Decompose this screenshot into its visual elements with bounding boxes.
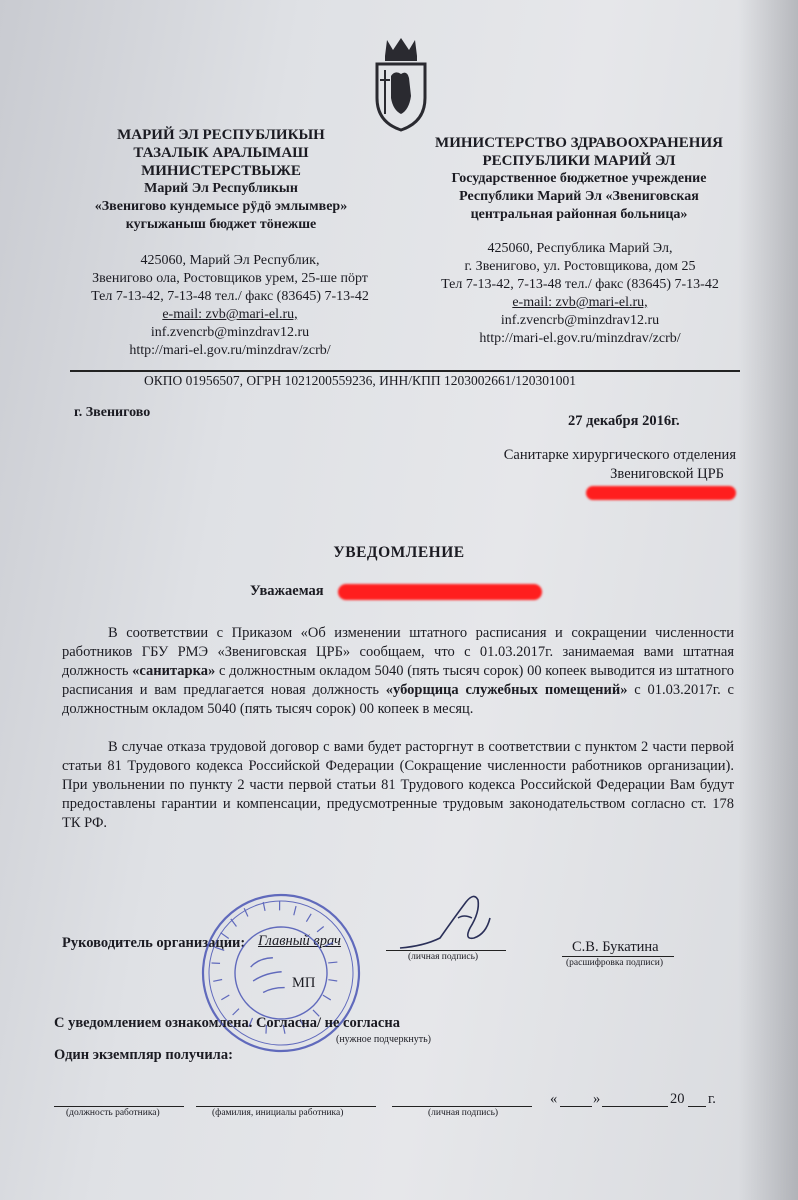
- right-address-line: г. Звенигово, ул. Ростовщикова, дом 25: [464, 259, 696, 274]
- right-org-line: РЕСПУБЛИКИ МАРИЙ ЭЛ: [482, 153, 676, 169]
- paragraph-1-text: с 01.03.2017г. с должностным окладом 5040 (пять тысяч сорок) 00 копеек в месяц.: [62, 682, 734, 717]
- salutation: Уважаемая: [250, 583, 324, 599]
- personal-signature-line: [392, 1106, 532, 1107]
- acknowledge-text: С уведомлением ознакомлена. Согласна/ не согласна: [54, 1015, 400, 1031]
- left-org-line: Марий Эл Республикын: [144, 181, 298, 196]
- right-org-line: МИНИСТЕРСТВО ЗДРАВООХРАНЕНИЯ: [435, 135, 723, 151]
- left-address-line: Звенигово ола, Ростовщиков урем, 25-ше пӧрт: [92, 271, 368, 286]
- document-title: УВЕДОМЛЕНИЕ: [333, 544, 465, 561]
- right-org-line: центральная районная больница»: [470, 207, 688, 222]
- position-line: [54, 1106, 184, 1107]
- date-day-line: [560, 1106, 592, 1107]
- old-position: «санитарка»: [132, 663, 216, 679]
- left-address-line: e-mail: zvb@mari-el.ru,: [162, 307, 298, 322]
- left-address-line: 425060, Марий Эл Республик,: [140, 253, 320, 268]
- right-address-block: [410, 240, 750, 348]
- left-address-line: http://mari-el.gov.ru/minzdrav/zcrb/: [129, 343, 331, 358]
- signer-name-caption: (расшифровка подписи): [566, 958, 663, 968]
- left-org-block: [66, 126, 376, 234]
- right-address-line: inf.zvencrb@minzdrav12.ru: [500, 313, 660, 328]
- fullname-line: [196, 1106, 376, 1107]
- redaction-mark: [338, 584, 542, 600]
- right-org-line: Государственное бюджетное учреждение: [451, 171, 707, 186]
- personal-signature-caption: (личная подпись): [428, 1108, 499, 1118]
- right-address-line: Тел 7-13-42, 7-13-48 тел./ факс (83645) 7-13-42: [441, 277, 719, 292]
- paragraph-1-text: В соответствии с Приказом «Об изменении штатного расписания и сокращении численности работников ГБУ РМЭ «Звениговская ЦРБ» сообщаем, что с 01.03.2017г. занимаемая вами штатная должность: [62, 625, 734, 679]
- right-address-line: http://mari-el.gov.ru/minzdrav/zcrb/: [479, 331, 681, 346]
- addressee-line: Звениговской ЦРБ: [610, 466, 724, 482]
- left-org-line: «Звенигово кундемысе рӱдӧ эмлымвер»: [94, 199, 348, 214]
- addressee-line: Санитарке хирургического отделения: [503, 447, 736, 463]
- stamp-mp-label: МП: [292, 975, 316, 991]
- right-org-line: Республики Марий Эл «Звениговская: [459, 189, 699, 204]
- redaction-mark: [586, 486, 736, 500]
- handwritten-signature-icon: [394, 888, 504, 958]
- right-address-line: e-mail: zvb@mari-el.ru,: [512, 295, 648, 310]
- date-month-line: [602, 1106, 668, 1107]
- left-address-line: Тел 7-13-42, 7-13-48 тел./ факс (83645) 7-13-42: [91, 289, 369, 304]
- paragraph-2: В случае отказа трудовой договор с вами будет расторгнут в соответствии с пунктом 2 части первой статьи 81 Трудового кодекса Российской Федерации (Сокращение численности работников организации). При увольнении по пункту 2 части первой статьи 81 Трудового кодекса Российской Федерации Вам будут предоставлены гарантии и компенсации, предусмотренные трудовым законодательством согласно ст. 178 ТК РФ.: [62, 739, 734, 831]
- left-org-line: МИНИСТЕРСТВЫЖЕ: [141, 163, 301, 179]
- left-address-block: [60, 252, 400, 360]
- right-address-line: 425060, Республика Марий Эл,: [487, 241, 673, 256]
- signature-position: Главный врач: [258, 933, 341, 949]
- left-address-line: inf.zvencrb@minzdrav12.ru: [150, 325, 310, 340]
- signer-name: С.В. Букатина: [572, 939, 659, 955]
- city: г. Звенигово: [74, 405, 151, 420]
- fullname-caption: (фамилия, инициалы работника): [212, 1108, 344, 1118]
- signature-caption: (личная подпись): [408, 952, 479, 962]
- left-org-line: кугыжаныш бюджет тӧнежше: [125, 217, 317, 232]
- org-codes: ОКПО 01956507, ОГРН 1021200559236, ИНН/КПП 1203002661/120301001: [144, 373, 576, 388]
- left-org-line: ТАЗАЛЫК АРАЛЫМАШ: [133, 145, 309, 161]
- signer-name-line: [562, 956, 674, 957]
- received-text: Один экземпляр получила:: [54, 1047, 233, 1063]
- date-year-line: [688, 1106, 706, 1107]
- signature-role: Руководитель организации:: [62, 935, 246, 951]
- acknowledge-caption: (нужное подчеркнуть): [336, 1034, 431, 1045]
- document-date: 27 декабря 2016г.: [568, 413, 680, 429]
- addressee-block: [456, 446, 736, 484]
- right-org-block: [414, 134, 744, 224]
- date-year-prefix: 20: [670, 1091, 685, 1107]
- coat-of-arms-icon: [369, 36, 433, 134]
- date-quote-close: »: [593, 1091, 601, 1107]
- position-caption: (должность работника): [66, 1108, 160, 1118]
- date-year-suffix: г.: [708, 1091, 716, 1107]
- paragraph-1: [62, 624, 734, 719]
- paragraph-1-text: с должностным окладом 5040 (пять тысяч сорок) 00 копеек выводится из штатного расписания и вам предлагается новая должность: [62, 663, 734, 698]
- new-position: «уборщица служебных помещений»: [385, 682, 628, 698]
- date-quote-open: «: [550, 1091, 558, 1107]
- left-org-line: МАРИЙ ЭЛ РЕСПУБЛИКЫН: [117, 127, 325, 143]
